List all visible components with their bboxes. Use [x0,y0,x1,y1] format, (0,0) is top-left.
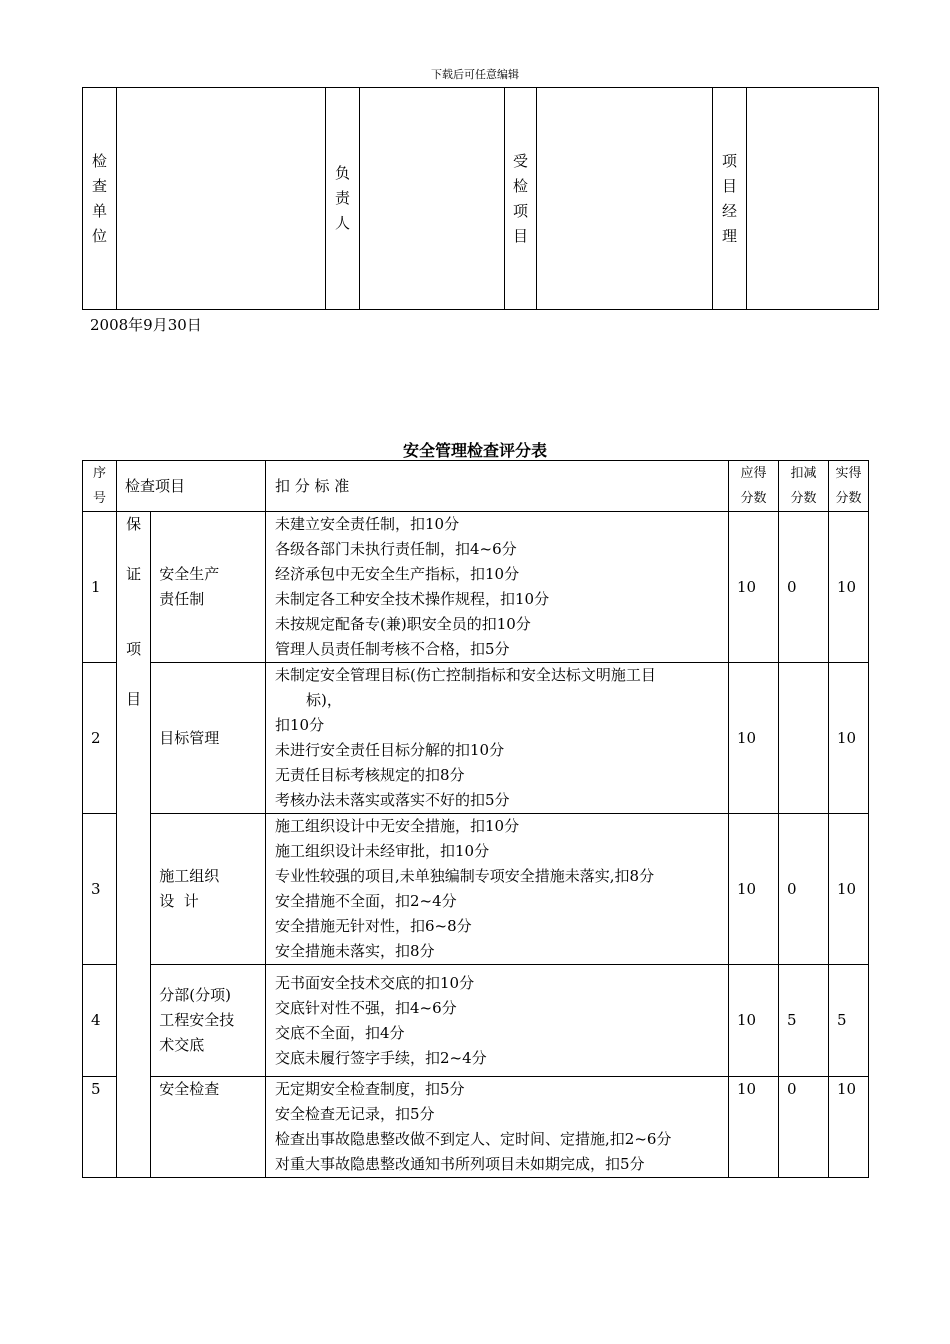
col-due-line: 分数 [740,491,767,506]
criteria-line: 各级各部门未执行责任制，扣4~6分 [275,540,517,558]
header-note: 下载后可任意编辑 [431,68,519,81]
label-char: 检 [91,151,107,170]
row-actual: 10 [829,512,869,663]
row-deduct: 0 [779,814,829,965]
label-char: 理 [721,226,737,245]
label-text [713,149,746,249]
label-char: 查 [91,176,107,195]
row-item-name [151,1077,266,1178]
label-project-manager [713,88,747,310]
col-deduct [779,461,829,512]
criteria-line: 无书面安全技术交底的扣10分 [275,973,475,992]
row-actual: 5 [829,965,869,1077]
label-char: 负 [334,164,350,182]
criteria-line: 考核办法未落实或落实不好的扣5分 [275,791,510,809]
label-char: 目 [721,176,737,195]
criteria-line: 未进行安全责任目标分解的扣10分 [275,741,505,759]
row-criteria [266,512,729,663]
row-due: 10 [729,965,779,1077]
table-title: 安全管理检查评分表 [402,441,547,460]
item-name-line: 安全生产 [159,565,220,583]
label-text [83,149,116,249]
row-due: 10 [729,814,779,965]
label-responsible-person [326,88,360,310]
group-char: 项 [126,640,142,658]
col-criteria: 扣 分 标 准 [266,461,729,512]
criteria-line: 无责任目标考核规定的扣8分 [275,766,465,784]
value-project-manager[interactable] [747,88,879,310]
criteria-line: 专业性较强的项目,未单独编制专项安全措施未落实,扣8分 [275,867,655,885]
header-row [83,461,869,512]
row-actual: 10 [829,663,869,814]
label-char: 项 [721,151,737,170]
criteria-line: 经济承包中无安全生产指标，扣10分 [275,565,520,583]
item-name-line: 设 计 [159,892,199,910]
label-char: 经 [721,201,737,220]
criteria-line: 未制定各工种安全技术操作规程，扣10分 [275,590,550,608]
group-char: 保 [126,515,142,533]
row-deduct: 0 [779,1077,829,1178]
score-table [82,460,869,1178]
row-item-name [151,814,266,965]
col-actual-line: 实得 [835,466,862,481]
item-name-line: 施工组织 [159,867,220,885]
col-seq-line: 号 [92,491,106,506]
criteria-line: 施工组织设计未经审批，扣10分 [275,842,490,860]
label-char: 位 [91,226,107,245]
item-name-line: 工程安全技 [159,1011,235,1029]
row-due: 10 [729,512,779,663]
criteria-line: 施工组织设计中无安全措施，扣10分 [275,817,520,835]
col-actual [829,461,869,512]
label-text [326,161,359,236]
row-criteria [266,965,729,1077]
row-deduct: 5 [779,965,829,1077]
label-inspected-project [505,88,537,310]
row-item-name [151,965,266,1077]
row-seq: 2 [83,663,117,814]
row-deduct [779,663,829,814]
criteria-line: 对重大事故隐患整改通知书所列项目未如期完成，扣5分 [275,1155,645,1173]
label-char: 目 [512,226,528,245]
label-char: 人 [334,214,350,232]
criteria-line: 无定期安全检查制度，扣5分 [275,1080,465,1098]
row-seq: 5 [83,1077,117,1178]
col-due [729,461,779,512]
criteria-line: 交底未履行签字手续，扣2~4分 [275,1048,487,1067]
criteria-line: 安全检查无记录，扣5分 [275,1105,435,1123]
criteria-line: 检查出事故隐患整改做不到定人、定时间、定措施,扣2~6分 [275,1130,672,1148]
col-actual-line: 分数 [835,491,862,506]
row-deduct: 0 [779,512,829,663]
item-name-line: 术交底 [159,1036,205,1054]
col-deduct-line: 分数 [790,491,817,506]
row-criteria [266,1077,729,1178]
col-seq [83,461,117,512]
label-char: 责 [334,189,350,207]
label-char: 项 [512,201,528,220]
date: 2008年9月30日 [90,316,202,334]
label-char: 单 [91,201,107,220]
row-item-name [151,663,266,814]
table-row [83,663,869,814]
label-char: 受 [512,151,528,170]
group-label [117,512,151,1178]
row-item-name [151,512,266,663]
row-seq: 3 [83,814,117,965]
table-row [83,1077,869,1178]
label-char: 检 [512,176,528,195]
criteria-line: 安全措施无针对性，扣6~8分 [275,917,472,935]
item-name-line: 分部(分项) [159,986,231,1004]
col-item: 检查项目 [117,461,266,512]
table-row [83,965,869,1077]
row-criteria [266,814,729,965]
criteria-line: 扣10分 [275,716,325,734]
criteria-line: 安全措施未落实，扣8分 [275,942,435,960]
item-name-line: 责任制 [159,590,205,608]
table-row [83,814,869,965]
criteria-line: 标)， [306,691,342,709]
criteria-line: 安全措施不全面，扣2~4分 [275,892,457,910]
row-actual: 10 [829,814,869,965]
col-due-line: 应得 [740,466,767,481]
col-deduct-line: 扣减 [790,466,817,481]
value-inspected-project[interactable] [537,88,713,310]
item-name-line: 目标管理 [159,728,220,747]
criteria-line: 管理人员责任制考核不合格，扣5分 [275,640,510,658]
row-actual: 10 [829,1077,869,1178]
value-inspection-unit[interactable] [117,88,326,310]
criteria-line: 交底不全面，扣4分 [275,1023,405,1042]
value-responsible-person[interactable] [360,88,505,310]
col-seq-line: 序 [92,466,106,481]
row-due: 10 [729,1077,779,1178]
group-char: 证 [126,565,142,583]
group-char: 目 [126,690,142,708]
table-row [83,512,869,663]
criteria-line: 未建立安全责任制，扣10分 [275,515,460,533]
criteria-line: 未按规定配备专(兼)职安全员的扣10分 [275,615,531,633]
row-seq: 1 [83,512,117,663]
label-text [505,149,536,249]
row-due: 10 [729,663,779,814]
item-name-line: 安全检查 [159,1080,220,1098]
row-criteria [266,663,729,814]
criteria-line: 交底针对性不强，扣4~6分 [275,998,457,1017]
label-inspection-unit [83,88,117,310]
criteria-line: 未制定安全管理目标(伤亡控制指标和安全达标文明施工目 [275,666,656,684]
row-seq: 4 [83,965,117,1077]
inspection-info-table [82,87,879,310]
